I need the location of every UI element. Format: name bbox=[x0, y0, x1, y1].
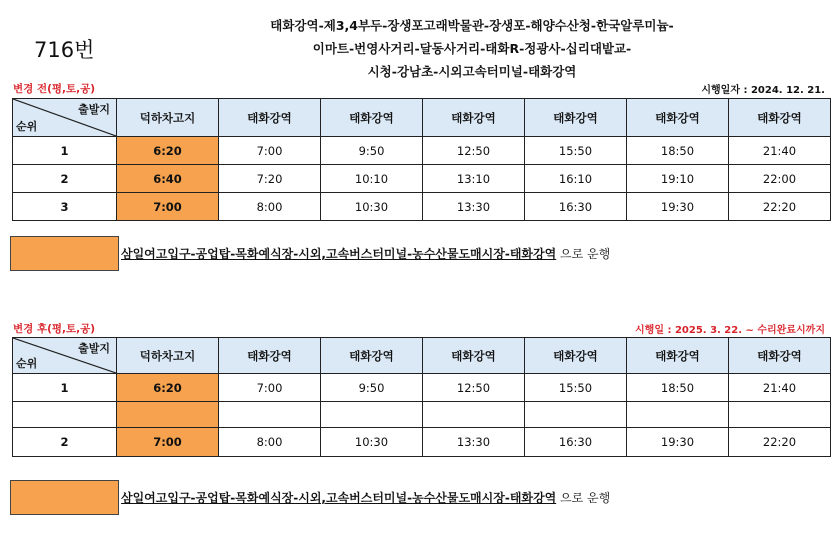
table-row bbox=[13, 428, 831, 457]
departure-time: 7:00 bbox=[219, 374, 321, 402]
departure-time: 21:40 bbox=[729, 137, 831, 165]
departure-time-highlight: 7:00 bbox=[117, 428, 219, 457]
departure-time bbox=[219, 402, 321, 428]
departure-time: 12:50 bbox=[423, 374, 525, 402]
departure-time: 16:30 bbox=[525, 428, 627, 457]
corner-top-label: 출발지 bbox=[78, 342, 110, 355]
departure-time: 19:30 bbox=[627, 193, 729, 221]
legend-note bbox=[121, 489, 610, 506]
after-effective-date: 시행일 : 2025. 3. 22. ~ 수리완료시까지 bbox=[635, 325, 825, 336]
departure-time: 19:10 bbox=[627, 165, 729, 193]
table-row-empty bbox=[13, 402, 831, 428]
departure-time: 13:30 bbox=[423, 193, 525, 221]
route-title bbox=[262, 14, 682, 83]
departure-time: 18:50 bbox=[627, 374, 729, 402]
row-number: 2 bbox=[13, 428, 117, 457]
table-row bbox=[13, 374, 831, 402]
row-number: 1 bbox=[13, 374, 117, 402]
column-header: 태화강역 bbox=[729, 338, 831, 374]
departure-time: 7:00 bbox=[219, 137, 321, 165]
departure-time: 8:00 bbox=[219, 193, 321, 221]
route-title-line: 이마트-번영사거리-달동사거리-태화R-정광사-십리대밭교- bbox=[312, 41, 632, 56]
legend-swatch bbox=[10, 480, 119, 515]
departure-time: 13:30 bbox=[423, 428, 525, 457]
route-title-line: 태화강역-제3,4부두-장생포고래박물관-장생포-해양수산청-한국알루미늄- bbox=[270, 18, 674, 33]
departure-time: 15:50 bbox=[525, 137, 627, 165]
departure-time-highlight: 6:40 bbox=[117, 165, 219, 193]
corner-bottom-label: 순위 bbox=[16, 120, 38, 133]
row-number: 1 bbox=[13, 137, 117, 165]
departure-time: 7:20 bbox=[219, 165, 321, 193]
column-header: 태화강역 bbox=[525, 338, 627, 374]
departure-time-highlight: 6:20 bbox=[117, 374, 219, 402]
departure-time: 9:50 bbox=[321, 137, 423, 165]
departure-time: 22:20 bbox=[729, 193, 831, 221]
table-row bbox=[13, 165, 831, 193]
column-header: 태화강역 bbox=[219, 338, 321, 374]
departure-time bbox=[321, 402, 423, 428]
departure-time bbox=[423, 402, 525, 428]
route-title-line: 시청-강남초-시외고속터미널-태화강역 bbox=[367, 64, 577, 79]
departure-time bbox=[729, 402, 831, 428]
column-header: 태화강역 bbox=[627, 99, 729, 137]
legend-note bbox=[121, 245, 610, 262]
departure-time: 16:10 bbox=[525, 165, 627, 193]
column-header: 태화강역 bbox=[423, 338, 525, 374]
departure-time: 22:00 bbox=[729, 165, 831, 193]
legend-suffix: 으로 운행 bbox=[556, 491, 611, 505]
before-label: 변경 전(평,토,공) bbox=[13, 83, 96, 95]
column-header: 태화강역 bbox=[525, 99, 627, 137]
before-effective-date: 시행일자 : 2024. 12. 21. bbox=[701, 85, 825, 96]
row-number: 2 bbox=[13, 165, 117, 193]
column-header: 덕하차고지 bbox=[117, 338, 219, 374]
row-number bbox=[13, 402, 117, 428]
departure-time: 21:40 bbox=[729, 374, 831, 402]
departure-time: 16:30 bbox=[525, 193, 627, 221]
departure-time: 10:30 bbox=[321, 428, 423, 457]
departure-time-highlight: 6:20 bbox=[117, 137, 219, 165]
corner-top-label: 출발지 bbox=[78, 103, 110, 116]
departure-time: 9:50 bbox=[321, 374, 423, 402]
legend-swatch bbox=[10, 236, 119, 271]
table-header-row bbox=[13, 338, 831, 374]
column-header: 태화강역 bbox=[321, 338, 423, 374]
column-header: 태화강역 bbox=[729, 99, 831, 137]
departure-time-highlight: 7:00 bbox=[117, 193, 219, 221]
departure-time: 22:20 bbox=[729, 428, 831, 457]
departure-time: 15:50 bbox=[525, 374, 627, 402]
corner-header bbox=[13, 99, 117, 137]
departure-time-highlight bbox=[117, 402, 219, 428]
legend-suffix: 으로 운행 bbox=[556, 247, 611, 261]
route-number: 716번 bbox=[34, 38, 95, 62]
departure-time: 10:10 bbox=[321, 165, 423, 193]
table-row bbox=[13, 193, 831, 221]
departure-time: 13:10 bbox=[423, 165, 525, 193]
row-number: 3 bbox=[13, 193, 117, 221]
column-header: 태화강역 bbox=[423, 99, 525, 137]
column-header: 태화강역 bbox=[321, 99, 423, 137]
departure-time: 8:00 bbox=[219, 428, 321, 457]
legend-route: 삼일여고입구-공업탑-목화예식장-시외,고속버스터미널-농수산물도매시장-태화강역 bbox=[121, 491, 557, 505]
departure-time bbox=[627, 402, 729, 428]
departure-time: 19:30 bbox=[627, 428, 729, 457]
column-header: 태화강역 bbox=[627, 338, 729, 374]
after-timetable bbox=[12, 337, 831, 457]
table-header-row bbox=[13, 99, 831, 137]
column-header: 덕하차고지 bbox=[117, 99, 219, 137]
departure-time: 12:50 bbox=[423, 137, 525, 165]
column-header: 태화강역 bbox=[219, 99, 321, 137]
table-row bbox=[13, 137, 831, 165]
corner-bottom-label: 순위 bbox=[16, 357, 38, 370]
after-label: 변경 후(평,토,공) bbox=[13, 323, 96, 335]
departure-time: 10:30 bbox=[321, 193, 423, 221]
departure-time bbox=[525, 402, 627, 428]
corner-header bbox=[13, 338, 117, 374]
legend-route: 삼일여고입구-공업탑-목화예식장-시외,고속버스터미널-농수산물도매시장-태화강역 bbox=[121, 247, 557, 261]
departure-time: 18:50 bbox=[627, 137, 729, 165]
before-timetable bbox=[12, 98, 831, 221]
